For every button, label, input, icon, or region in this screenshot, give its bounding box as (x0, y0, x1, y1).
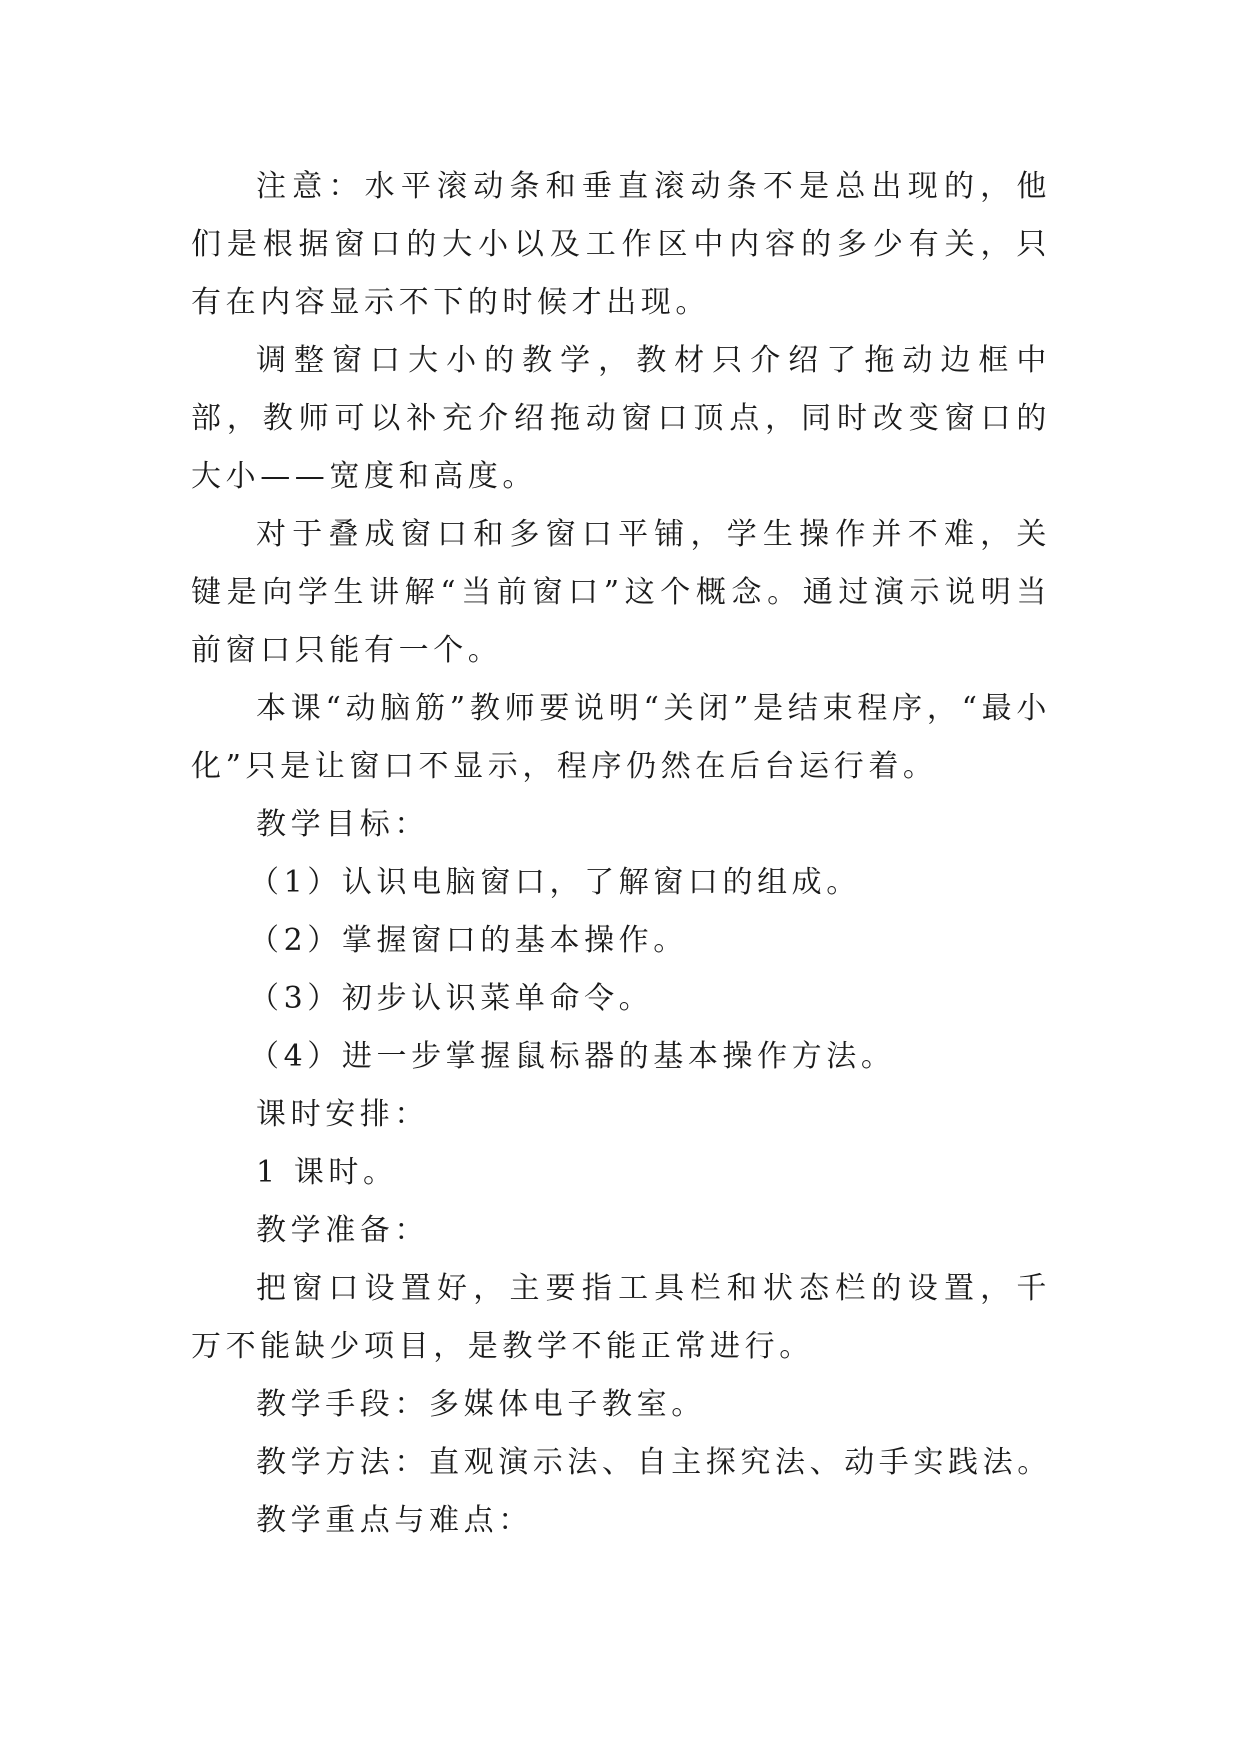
schedule-heading: 课时安排： (256, 1097, 429, 1132)
focus-heading: 教学重点与难点： (256, 1503, 533, 1538)
objective-item: （1）认识电脑窗口，了解窗口的组成。 (249, 865, 861, 900)
objectives-heading: 教学目标： (256, 807, 429, 842)
schedule-value: 1 课时。 (256, 1155, 398, 1190)
prep-text: 把窗口设置好，主要指工具栏和状态栏的设置，千万不能缺少项目，是教学不能正常进行。 (191, 1271, 1051, 1364)
objective-item: （2）掌握窗口的基本操作。 (249, 923, 688, 958)
paragraph-current-window: 对于叠成窗口和多窗口平铺，学生操作并不难，关键是向学生讲解“当前窗口”这个概念。通过演示说明当前窗口只能有一个。 (191, 517, 1051, 668)
paragraph-scrollbar-note: 注意：水平滚动条和垂直滚动条不是总出现的，他们是根据窗口的大小以及工作区中内容的多少有关，只有在内容显示不下的时候才出现。 (191, 169, 1051, 320)
objective-item: （4）进一步掌握鼠标器的基本操作方法。 (249, 1039, 896, 1074)
objective-item: （3）初步认识菜单命令。 (249, 981, 654, 1016)
paragraph-think-exercise: 本课“动脑筋”教师要说明“关闭”是结束程序，“最小化”只是让窗口不显示，程序仍然在后台运行着。 (191, 691, 1051, 784)
teaching-methods: 教学方法：直观演示法、自主探究法、动手实践法。 (256, 1445, 1052, 1480)
paragraph-window-resize: 调整窗口大小的教学，教材只介绍了拖动边框中部，教师可以补充介绍拖动窗口顶点，同时改变窗口的大小——宽度和高度。 (191, 343, 1051, 494)
teaching-means: 教学手段：多媒体电子教室。 (256, 1387, 706, 1422)
prep-heading: 教学准备： (256, 1213, 429, 1248)
document-body (191, 158, 1051, 1550)
